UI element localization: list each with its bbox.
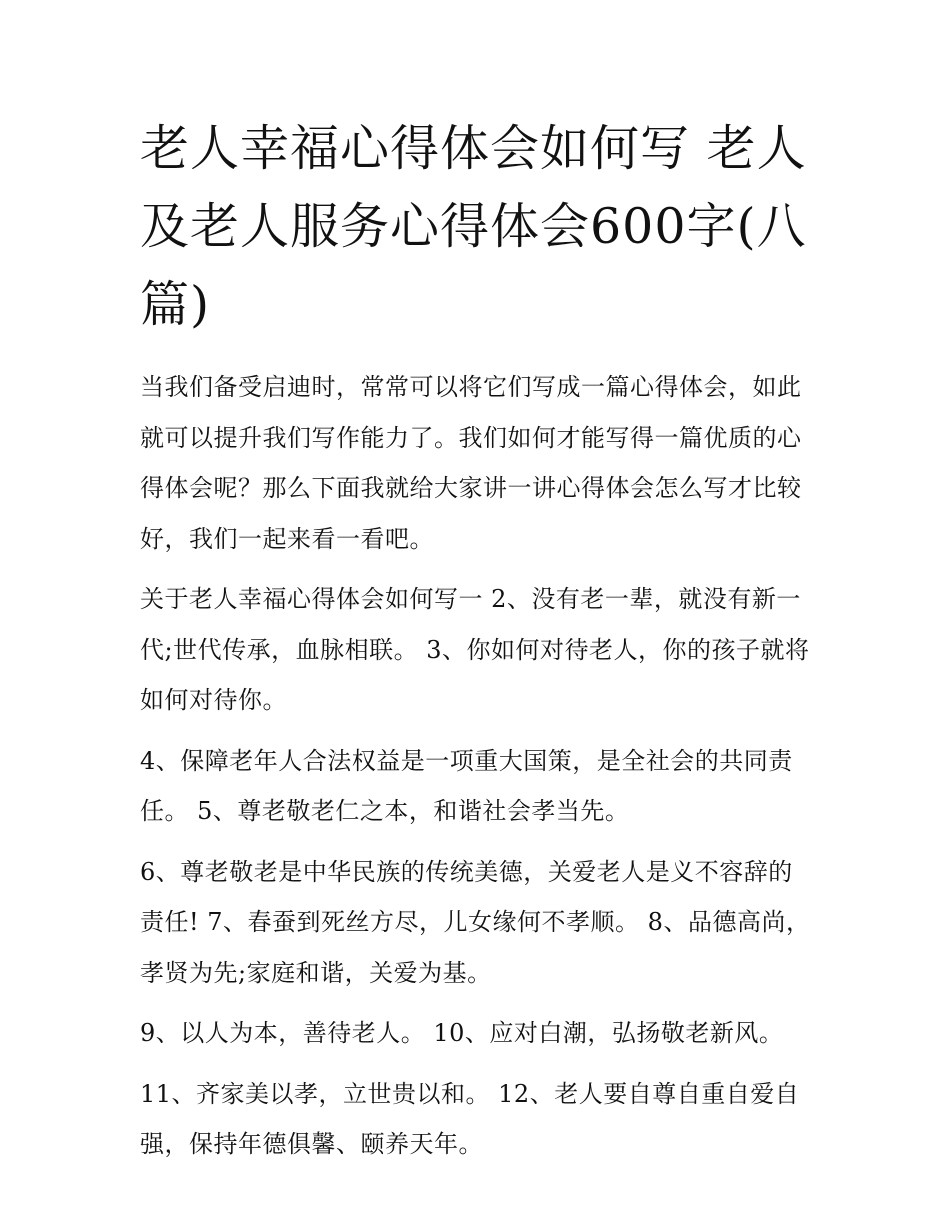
paragraph-item-4-5: 4、保障老年人合法权益是一项重大国策，是全社会的共同责任。 5、尊老敬老仁之本，和谐社会孝当先。 <box>140 746 793 825</box>
paragraph-intro: 当我们备受启迪时，常常可以将它们写成一篇心得体会，如此就可以提升我们写作能力了。我们如何才能写得一篇优质的心得体会呢？那么下面我就给大家讲一讲心得体会怎么写才比较好，我们一起来看一看吧。 <box>140 373 802 553</box>
document-title: 老人幸福心得体会如何写 老人及老人服务心得体会600字(八篇) <box>140 120 807 333</box>
paragraph-item-11-12: 11、齐家美以孝，立世贵以和。 12、老人要自尊自重自爱自强，保持年德俱馨、颐养天年。 <box>140 1079 800 1158</box>
paragraph-item-2-3: 关于老人幸福心得体会如何写一 2、没有老一辈，就没有新一代;世代传承，血脉相联。 3、你如何对待老人，你的孩子就将如何对待你。 <box>140 585 810 714</box>
paragraph-item-9-10: 9、以人为本，善待老人。 10、应对白潮，弘扬敬老新风。 <box>140 1019 784 1047</box>
document-page <box>140 110 812 1180</box>
paragraph-item-6-8: 6、尊老敬老是中华民族的传统美德，关爱老人是义不容辞的责任! 7、春蚕到死丝方尽，儿女缘何不孝顺。 8、品德高尚，孝贤为先;家庭和谐，关爱为基。 <box>140 857 811 987</box>
